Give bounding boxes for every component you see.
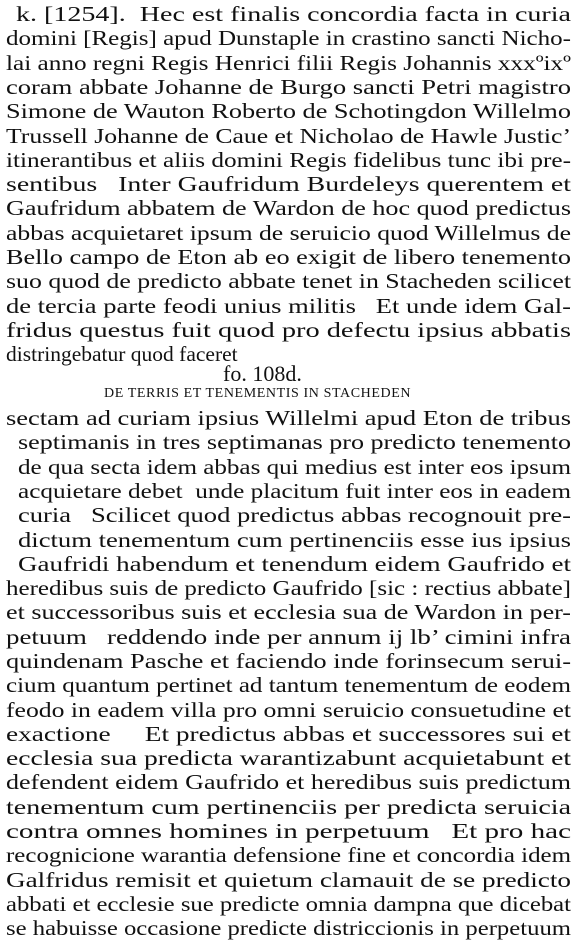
text-line: suo quod de predicto abbate tenet in Stacheden scilicet: [6, 269, 571, 294]
text-line: itinerantibus et aliis domini Regis fidelibus tunc ibi pre-: [6, 147, 571, 172]
text-line: sentibus Inter Gaufridum Burdeleys querentem et: [6, 172, 571, 197]
text-line: domini [Regis] apud Dunstaple in crastino sancti Nicho-: [6, 26, 571, 51]
text-line: distringebatur quod faceret: [6, 342, 238, 367]
text-line: de tercia parte feodi unius militis Et unde idem Gal-: [6, 293, 571, 318]
text-line: quindenam Pasche et faciendo inde forinsecum serui-: [6, 648, 571, 673]
folio-number: fo. 108d.: [223, 361, 302, 386]
text-line: Gaufridum abbatem de Wardon de hoc quod predictus: [6, 196, 571, 221]
text-line: dictum tenementum cum pertinenciis esse ius ipsius: [18, 527, 571, 552]
text-line: contra omnes homines in perpetuum Et pro hac: [6, 819, 571, 843]
text-line: Galfridus remisit et quietum clamauit de se predicto: [6, 867, 571, 892]
text-line: k. [1254]. Hec est finalis concordia facta in curia: [16, 2, 571, 26]
text-line: Bello campo de Eton ab eo exigit de libero tenemento: [6, 245, 571, 269]
text-line: se habuisse occasione predicte districcionis in perpetuum: [6, 916, 571, 941]
text-line: feodo in eadem villa pro omni seruicio consuetudine et: [6, 697, 571, 722]
text-line: recognicione warantia defensione fine et concordia idem: [6, 843, 571, 868]
text-line: tenementum cum pertinenciis per predicta seruicia: [6, 794, 571, 819]
text-line: petuum reddendo inde per annum ij lb’ cimini infra: [6, 624, 571, 649]
text-line: Trussell Johanne de Caue et Nicholao de Hawle Justic’: [6, 123, 571, 148]
text-line: et successoribus suis et ecclesia sua de Wardon in per-: [6, 600, 571, 625]
text-line: septimanis in tres septimanas pro predicto tenemento: [18, 430, 571, 455]
text-line: heredibus suis de predicto Gaufrido [sic : rectius abbate]: [6, 576, 571, 600]
text-line: fridus questus fuit quod pro defectu ipsius abbatis: [6, 317, 571, 342]
text-line: Simone de Wauton Roberto de Schotingdon Willelmo: [6, 99, 571, 124]
text-line: sectam ad curiam ipsius Willelmi apud Eton de tribus: [6, 406, 571, 430]
text-line: Gaufridi habendum et tenendum eidem Gaufrido et: [18, 551, 571, 576]
text-line: lai anno regni Regis Henrici filii Regis Johannis xxxºixº: [6, 50, 571, 75]
running-heading: DE TERRIS ET TENEMENTIS IN STACHEDEN: [104, 386, 412, 401]
text-line: exactione Et predictus abbas et successores sui et: [6, 721, 571, 746]
text-line: de qua secta idem abbas qui medius est inter eos ipsum: [18, 454, 571, 479]
text-line: curia Scilicet quod predictus abbas recognouit pre-: [18, 503, 571, 528]
text-line: acquietare debet unde placitum fuit inter eos in eadem: [18, 478, 571, 503]
text-line: defendent eidem Gaufrido et heredibus suis predictum: [6, 770, 571, 795]
text-line: coram abbate Johanne de Burgo sancti Petri magistro: [6, 74, 571, 99]
text-line: cium quantum pertinet ad tantum tenementum de eodem: [6, 673, 571, 698]
text-line: ecclesia sua predicta warantizabunt acquietabunt et: [6, 746, 571, 771]
text-line: abbati et ecclesie sue predicte omnia dampna que dicebat: [6, 891, 571, 916]
text-line: abbas acquietaret ipsum de seruicio quod Willelmus de: [6, 220, 571, 245]
